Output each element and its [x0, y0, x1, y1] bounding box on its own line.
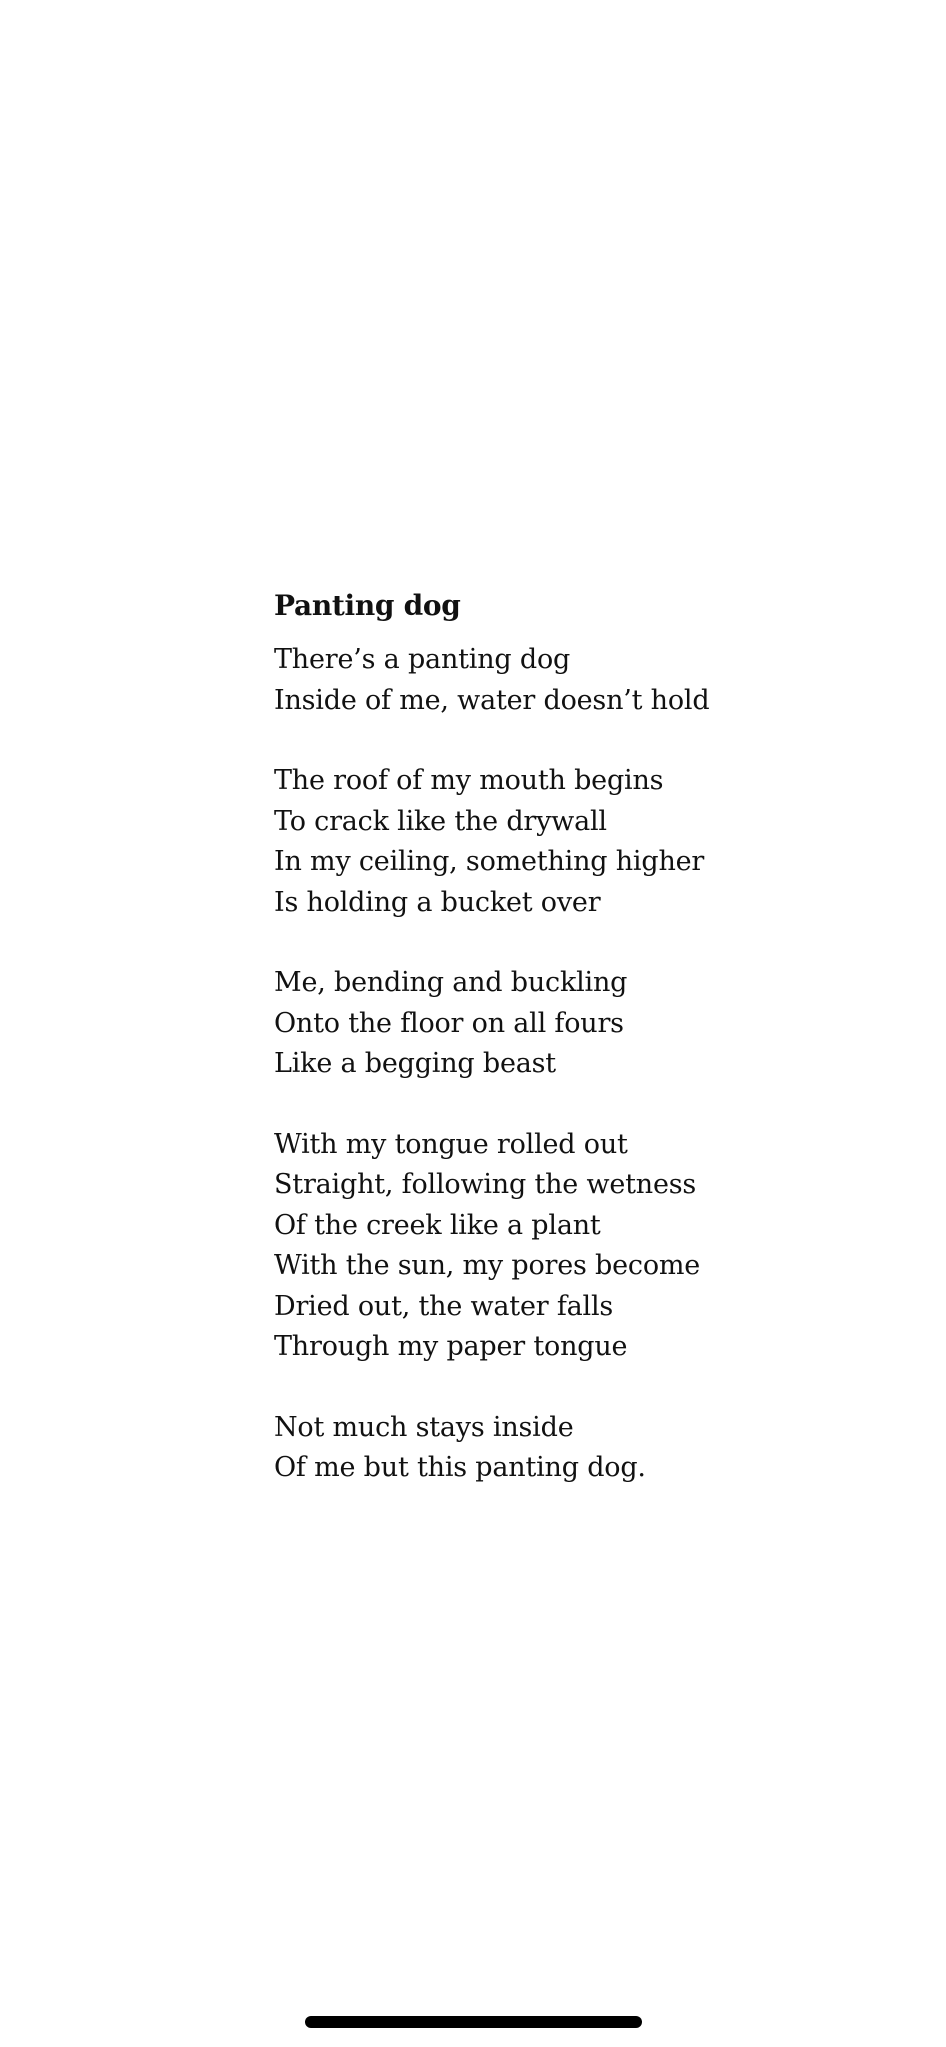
poem-line: Is holding a bucket over [274, 886, 601, 918]
poem [274, 588, 894, 1529]
stanza-3 [274, 963, 894, 1085]
stanza-4 [274, 1125, 894, 1368]
poem-line: Me, bending and buckling [274, 967, 628, 998]
poem-line: Inside of me, water doesn’t hold [274, 684, 710, 716]
poem-line: To crack like the drywall [274, 805, 607, 837]
poem-line: Onto the floor on all fours [274, 1007, 624, 1039]
poem-line: Not much stays inside [274, 1411, 574, 1443]
poem-line: With my tongue rolled out [274, 1128, 628, 1160]
poem-line: Like a begging beast [274, 1048, 556, 1079]
poem-title: Panting dog [274, 589, 461, 622]
home-indicator[interactable] [305, 2016, 642, 2028]
poem-line: With the sun, my pores become [274, 1250, 701, 1281]
stanza-5 [274, 1408, 894, 1489]
poem-line: In my ceiling, something higher [274, 846, 705, 877]
stanza-1 [274, 640, 894, 721]
poem-line: There’s a panting dog [274, 644, 571, 675]
poem-line: Straight, following the wetness [274, 1169, 697, 1200]
poem-line: Of the creek like a plant [274, 1209, 601, 1241]
poem-line: Through my paper tongue [274, 1331, 628, 1362]
poem-line: Of me but this panting dog. [274, 1452, 646, 1483]
poem-line: Dried out, the water falls [274, 1290, 614, 1322]
stanza-2 [274, 761, 894, 923]
poem-line: The roof of my mouth begins [274, 765, 664, 796]
